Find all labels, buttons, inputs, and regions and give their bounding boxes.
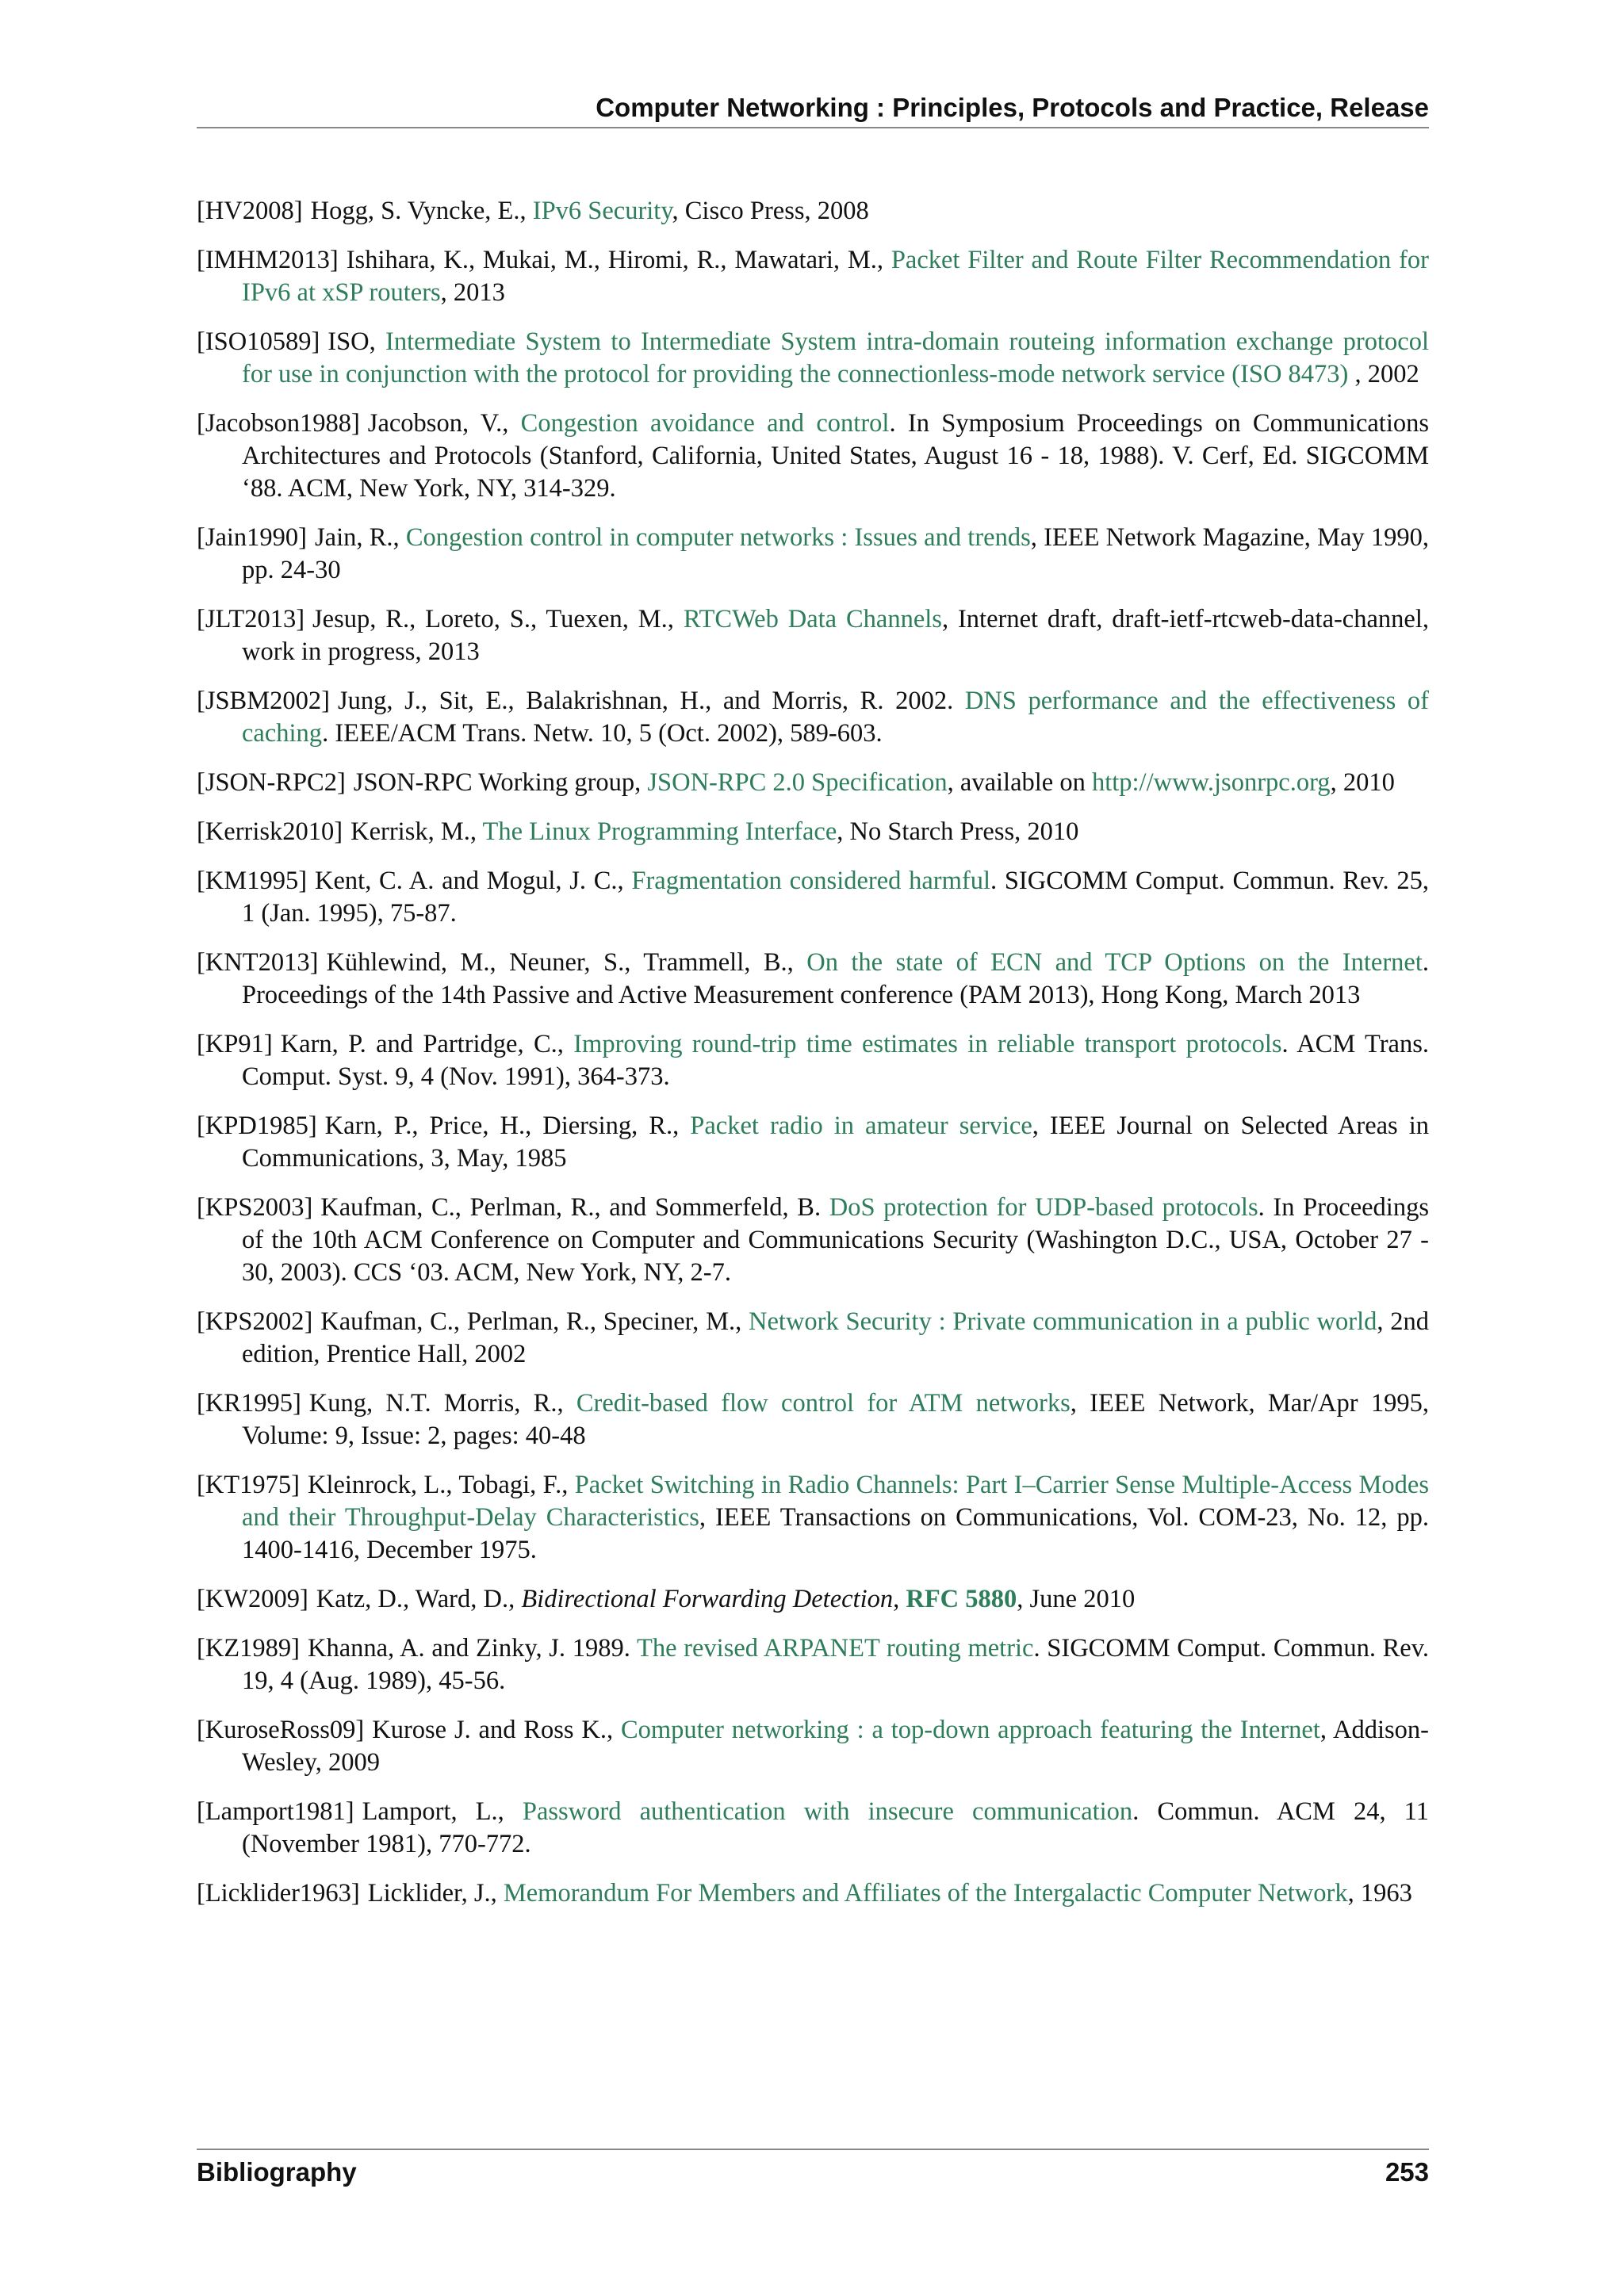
running-header — [197, 87, 1429, 128]
citation-authors: Karn, P., Price, H., Diersing, R., — [324, 1112, 691, 1140]
citation-hv2008 — [197, 195, 1429, 228]
citation-key: [JSBM2002] — [197, 687, 330, 715]
page-number: 253 — [1385, 2157, 1429, 2187]
citation-kt1975 — [197, 1469, 1429, 1567]
citation-link[interactable]: Computer networking : a top-down approach featuring the Internet — [620, 1716, 1320, 1744]
citation-key: [KNT2013] — [197, 948, 319, 977]
citation-link[interactable]: JSON-RPC 2.0 Specification — [647, 768, 948, 797]
citation-kw2009 — [197, 1583, 1429, 1616]
citation-knt2013 — [197, 947, 1429, 1012]
citation-key: [ISO10589] — [197, 327, 320, 356]
citation-authors: Kleinrock, L., Tobagi, F., — [307, 1471, 575, 1499]
citation-authors: Jain, R., — [315, 523, 406, 552]
citation-details: . ACM Trans. Comput. Syst. 9, 4 (Nov. 1991), 364-373. — [242, 1030, 1429, 1091]
citation-details: . Commun. ACM 24, 11 (November 1981), 770-772. — [242, 1797, 1429, 1858]
running-footer — [197, 2149, 1429, 2193]
citation-authors: Lamport, L., — [362, 1797, 523, 1826]
citation-key: [KR1995] — [197, 1389, 301, 1418]
citation-link[interactable]: Memorandum For Members and Affiliates of the Intergalactic Computer Network — [503, 1879, 1348, 1908]
citation-year: , 2010 — [1330, 768, 1395, 797]
citation-link[interactable]: Packet Switching in Radio Channels: Part I–Carrier Sense Multiple-Access Modes and their Throughput-Delay Characteristics — [242, 1471, 1429, 1532]
citation-jacobson1988 — [197, 408, 1429, 505]
citation-kz1989 — [197, 1632, 1429, 1697]
citation-link[interactable]: Network Security : Private communication in a public world — [749, 1307, 1377, 1336]
citation-authors: Jung, J., Sit, E., Balakrishnan, H., and Morris, R. 2002. — [337, 687, 965, 715]
citation-authors: Kühlewind, M., Neuner, S., Trammell, B., — [326, 948, 807, 977]
citation-kpd1985 — [197, 1110, 1429, 1175]
citation-key: [Jain1990] — [197, 523, 307, 552]
citation-key: [HV2008] — [197, 197, 303, 225]
citation-details: . In Symposium Proceedings on Communications Architectures and Protocols (Stanford, California, United States, August 16 - 18, 1988). V. Cerf, Ed. SIGCOMM ‘88. ACM, New York, NY, 314-329. — [242, 409, 1430, 503]
citation-details: . IEEE/ACM Trans. Netw. 10, 5 (Oct. 2002), 589-603. — [322, 719, 883, 748]
citation-key: [KT1975] — [197, 1471, 300, 1499]
citation-lamport1981 — [197, 1796, 1429, 1861]
citation-authors: Katz, D., Ward, D., — [316, 1585, 522, 1613]
citation-key: [IMHM2013] — [197, 246, 339, 274]
citation-authors: Kaufman, C., Perlman, R., Speciner, M., — [320, 1307, 749, 1336]
citation-details: , 2002 — [1348, 360, 1419, 388]
citation-iso10589 — [197, 326, 1429, 391]
citation-link[interactable]: Fragmentation considered harmful — [631, 867, 991, 895]
citation-key: [Jacobson1988] — [197, 409, 360, 438]
citation-key: [KPD1985] — [197, 1112, 317, 1140]
citation-details: . SIGCOMM Comput. Commun. Rev. 19, 4 (Aug. 1989), 45-56. — [242, 1634, 1429, 1695]
citation-kerrisk2010 — [197, 816, 1429, 848]
citation-details: , 2013 — [440, 278, 505, 307]
citation-authors: Kung, N.T. Morris, R., — [308, 1389, 576, 1418]
citation-details: , IEEE Network Magazine, May 1990, pp. 24-30 — [242, 523, 1430, 584]
citation-key: [KPS2002] — [197, 1307, 313, 1336]
citation-link[interactable]: The Linux Programming Interface — [482, 817, 837, 846]
citation-km1995 — [197, 865, 1429, 930]
header-title: Computer Networking : Principles, Protocols and Practice, Release — [596, 93, 1429, 122]
citation-kuroseross09 — [197, 1714, 1429, 1779]
citation-details: , Cisco Press, 2008 — [672, 197, 869, 225]
citation-key: [JSON-RPC2] — [197, 768, 346, 797]
citation-details: , available on — [947, 768, 1092, 797]
citation-authors: ISO, — [327, 327, 386, 356]
bibliography-list — [197, 195, 1429, 1927]
citation-link[interactable]: DoS protection for UDP-based protocols — [829, 1193, 1258, 1222]
citation-key: [Kerrisk2010] — [197, 817, 343, 846]
citation-authors: Licklider, J., — [367, 1879, 504, 1908]
citation-separator: , — [893, 1585, 906, 1613]
citation-details: , IEEE Journal on Selected Areas in Communications, 3, May, 1985 — [242, 1112, 1430, 1173]
citation-key: [JLT2013] — [197, 605, 305, 633]
citation-json-rpc2 — [197, 767, 1429, 799]
citation-kr1995 — [197, 1387, 1429, 1452]
citation-link[interactable]: Intermediate System to Intermediate System intra-domain routeing information exchange protocol for use in conjunction with the protocol for providing the connectionless-mode network service (ISO 8473) — [242, 327, 1429, 388]
citation-link[interactable]: Packet Filter and Route Filter Recommendation for IPv6 at xSP routers — [242, 246, 1429, 307]
citation-details: , No Starch Press, 2010 — [837, 817, 1079, 846]
citation-details: . Proceedings of the 14th Passive and Active Measurement conference (PAM 2013), Hong Kong, March 2013 — [242, 948, 1429, 1009]
citation-key: [KW2009] — [197, 1585, 308, 1613]
citation-authors: Kerrisk, M., — [350, 817, 483, 846]
citation-authors: Hogg, S. Vyncke, E., — [310, 197, 533, 225]
citation-details: , Internet draft, draft-ietf-rtcweb-data-channel, work in progress, 2013 — [242, 605, 1429, 666]
citation-authors: JSON-RPC Working group, — [353, 768, 648, 797]
citation-details: . SIGCOMM Comput. Commun. Rev. 25, 1 (Jan. 1995), 75-87. — [242, 867, 1429, 928]
citation-key: [Licklider1963] — [197, 1879, 360, 1908]
citation-link[interactable]: IPv6 Security — [532, 197, 672, 225]
citation-authors: Khanna, A. and Zinky, J. 1989. — [307, 1634, 637, 1663]
citation-link[interactable]: RTCWeb Data Channels — [683, 605, 942, 633]
citation-authors: Karn, P. and Partridge, C., — [280, 1030, 574, 1058]
citation-title: Bidirectional Forwarding Detection — [521, 1585, 894, 1613]
citation-authors: Jacobson, V., — [367, 409, 521, 438]
citation-link[interactable]: Congestion control in computer networks : Issues and trends — [405, 523, 1031, 552]
citation-authors: Kaufman, C., Perlman, R., and Sommerfeld, B. — [320, 1193, 829, 1222]
citation-jain1990 — [197, 522, 1429, 587]
citation-details: , Addison-Wesley, 2009 — [242, 1716, 1429, 1777]
citation-url-link[interactable]: http://www.jsonrpc.org — [1091, 768, 1331, 797]
citation-details: , 1963 — [1347, 1879, 1412, 1908]
citation-details: , IEEE Transactions on Communications, Vol. COM-23, No. 12, pp. 1400-1416, December 1975. — [242, 1503, 1429, 1564]
citation-authors: Jesup, R., Loreto, S., Tuexen, M., — [312, 605, 684, 633]
rfc-link[interactable]: RFC 5880 — [906, 1585, 1017, 1613]
citation-authors: Kurose J. and Ross K., — [372, 1716, 621, 1744]
citation-authors: Ishihara, K., Mukai, M., Hiromi, R., Mawatari, M., — [346, 246, 891, 274]
citation-key: [KPS2003] — [197, 1193, 313, 1222]
citation-licklider1963 — [197, 1877, 1429, 1910]
citation-link[interactable]: The revised ARPANET routing metric — [636, 1634, 1034, 1663]
citation-key: [KZ1989] — [197, 1634, 300, 1663]
citation-details: , IEEE Network, Mar/Apr 1995, Volume: 9, Issue: 2, pages: 40-48 — [242, 1389, 1429, 1450]
citation-imhm2013 — [197, 244, 1429, 309]
citation-jlt2013 — [197, 603, 1429, 668]
citation-link[interactable]: Improving round-trip time estimates in reliable transport protocols — [573, 1030, 1282, 1058]
citation-kps2003 — [197, 1192, 1429, 1289]
citation-kp91 — [197, 1028, 1429, 1093]
citation-key: [KP91] — [197, 1030, 273, 1058]
citation-kps2002 — [197, 1306, 1429, 1371]
footer-section: Bibliography — [197, 2157, 357, 2187]
citation-key: [KM1995] — [197, 867, 308, 895]
citation-link[interactable]: Password authentication with insecure communication — [522, 1797, 1133, 1826]
citation-key: [Lamport1981] — [197, 1797, 354, 1826]
citation-details: , 2nd edition, Prentice Hall, 2002 — [242, 1307, 1430, 1368]
citation-jsbm2002 — [197, 685, 1429, 750]
citation-link[interactable]: On the state of ECN and TCP Options on the Internet — [806, 948, 1423, 977]
citation-details: , June 2010 — [1017, 1585, 1136, 1613]
citation-link[interactable]: DNS performance and the effectiveness of caching — [242, 687, 1429, 748]
citation-details: . In Proceedings of the 10th ACM Conference on Computer and Communications Security (Washington D.C., USA, October 27 - 30, 2003). CCS ‘03. ACM, New York, NY, 2-7. — [242, 1193, 1429, 1287]
citation-link[interactable]: Credit-based flow control for ATM networks — [576, 1389, 1071, 1418]
citation-link[interactable]: Packet radio in amateur service — [690, 1112, 1032, 1140]
citation-authors: Kent, C. A. and Mogul, J. C., — [315, 867, 632, 895]
citation-key: [KuroseRoss09] — [197, 1716, 365, 1744]
citation-link[interactable]: Congestion avoidance and control — [520, 409, 890, 438]
